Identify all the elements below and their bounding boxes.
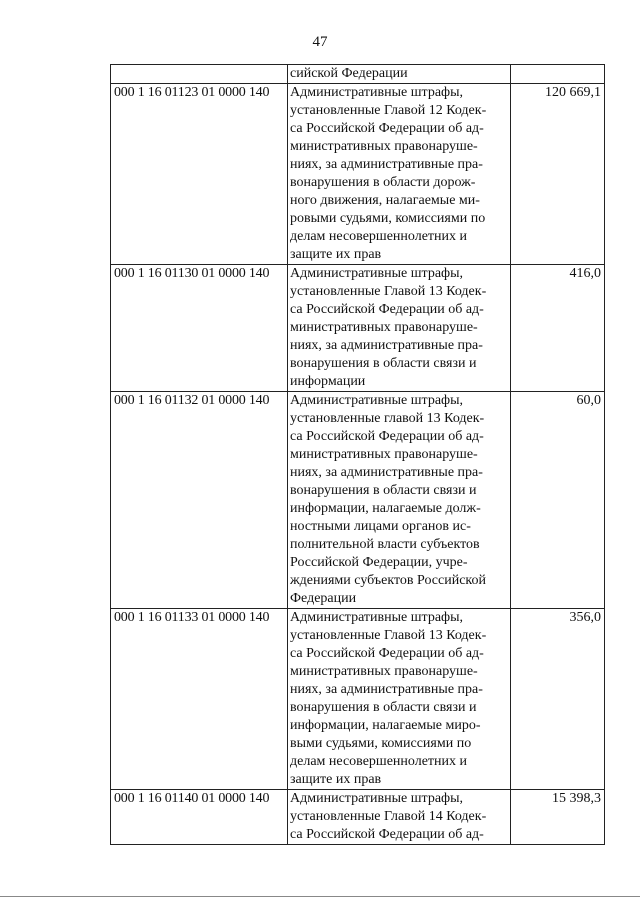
page-bottom-edge — [0, 896, 640, 897]
budget-code-cell: 000 1 16 01133 01 0000 140 — [111, 609, 288, 790]
amount-cell: 416,0 — [511, 265, 605, 392]
description-cell: Административные штрафы, установленные Главой 14 Кодек- са Российской Федерации об ад- — [288, 790, 511, 845]
description-cell: Административные штрафы, установленные главой 13 Кодек- са Российской Федерации об ад- министративных правонаруше- ниях, за административные пра- вонарушения в области связи и информации, налагаемые долж- ностными лицами органов ис- полнительной власти субъектов Российской Федерации, учре- ждениями субъектов Российской Федерации — [288, 392, 511, 609]
table-row — [111, 790, 605, 845]
budget-code-cell — [111, 65, 288, 84]
table-row — [111, 84, 605, 265]
budget-code-cell: 000 1 16 01140 01 0000 140 — [111, 790, 288, 845]
budget-code-cell: 000 1 16 01132 01 0000 140 — [111, 392, 288, 609]
budget-revenue-table — [110, 64, 605, 845]
budget-code-cell: 000 1 16 01123 01 0000 140 — [111, 84, 288, 265]
table-row — [111, 265, 605, 392]
amount-cell: 356,0 — [511, 609, 605, 790]
amount-cell: 120 669,1 — [511, 84, 605, 265]
amount-cell: 15 398,3 — [511, 790, 605, 845]
amount-cell: 60,0 — [511, 392, 605, 609]
page-number: 47 — [312, 34, 328, 50]
description-cell: Административные штрафы, установленные Главой 12 Кодек- са Российской Федерации об ад- министративных правонаруше- ниях, за административные пра- вонарушения в области дорож- ного движения, налагаемые ми- ровыми судьями, комиссиями по делам несовершеннолетних и защите их прав — [288, 84, 511, 265]
amount-cell — [511, 65, 605, 84]
table-row — [111, 392, 605, 609]
table-row — [111, 65, 605, 84]
description-cell: Административные штрафы, установленные Главой 13 Кодек- са Российской Федерации об ад- министративных правонаруше- ниях, за административные пра- вонарушения в области связи и информации, налагаемые миро- выми судьями, комиссиями по делам несовершеннолетних и защите их прав — [288, 609, 511, 790]
description-cell: Административные штрафы, установленные Главой 13 Кодек- са Российской Федерации об ад- министративных правонаруше- ниях, за административные пра- вонарушения в области связи и информации — [288, 265, 511, 392]
description-cell: сийской Федерации — [288, 65, 511, 84]
budget-code-cell: 000 1 16 01130 01 0000 140 — [111, 265, 288, 392]
table-row — [111, 609, 605, 790]
